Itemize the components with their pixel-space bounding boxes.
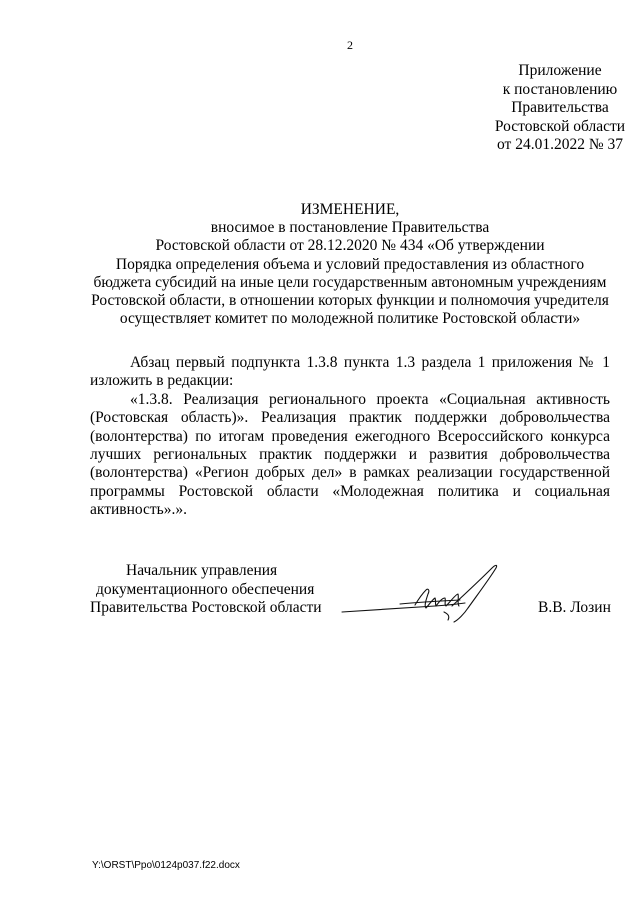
signatory-name: В.В. Лозин bbox=[538, 599, 611, 616]
title-line: вносимое в постановление Правительства bbox=[210, 219, 490, 237]
appendix-block bbox=[420, 62, 640, 155]
handwritten-signature bbox=[340, 560, 510, 630]
body-line: «1.3.8. Реализация регионального проекта «Социальная активность bbox=[130, 390, 610, 408]
body-line: изложить в редакции: bbox=[90, 372, 234, 390]
body-line: Абзац первый подпункта 1.3.8 пункта 1.3 раздела 1 приложения № 1 bbox=[130, 354, 610, 371]
title-line: Порядка определения объема и условий предоставления из областного bbox=[115, 255, 585, 273]
appendix-line: к постановлению bbox=[502, 80, 618, 98]
body-line: (волонтерства) «Регион добрых дел» в рамках реализации государственной bbox=[90, 464, 610, 482]
body-line: лучших региональных практик поддержки и развития добровольчества bbox=[90, 446, 610, 464]
appendix-line: Приложение bbox=[518, 62, 602, 79]
title-line: осуществляет комитет по молодежной политике Ростовской области» bbox=[119, 310, 581, 328]
document-body bbox=[90, 354, 610, 520]
paragraph-1 bbox=[90, 354, 610, 391]
document-title bbox=[60, 201, 640, 328]
body-line: (волонтерства) по итогам проведения ежегодного Всероссийского конкурса bbox=[90, 427, 610, 445]
body-line: (Ростовская область)». Реализация практик поддержки добровольчества bbox=[90, 409, 610, 427]
appendix-line: Правительства bbox=[511, 99, 609, 116]
appendix-line: от 24.01.2022 № 37 bbox=[497, 136, 623, 153]
signatory-line: документационного обеспечения bbox=[96, 580, 315, 598]
title-line: Ростовской области, в отношении которых функции и полномочия учредителя bbox=[91, 292, 609, 310]
paragraph-2 bbox=[90, 391, 610, 520]
signatory-line: Начальник управления bbox=[126, 562, 278, 579]
page-number: 2 bbox=[347, 38, 353, 52]
body-line: программы Ростовской области «Молодежная политика и социальная bbox=[90, 482, 610, 500]
title-heading: ИЗМЕНЕНИЕ, bbox=[300, 201, 400, 218]
appendix-line: Ростовской области bbox=[494, 117, 626, 135]
title-line: бюджета субсидий на иные цели государственным автономным учреждениям bbox=[93, 273, 607, 291]
title-line: Ростовской области от 28.12.2020 № 434 «Об утверждении bbox=[155, 237, 545, 255]
file-path-footer: Y:\ORST\Ppo\0124p037.f22.docx bbox=[92, 860, 240, 871]
body-line: активность».». bbox=[90, 501, 187, 519]
signatory-line: Правительства Ростовской области bbox=[90, 599, 322, 616]
